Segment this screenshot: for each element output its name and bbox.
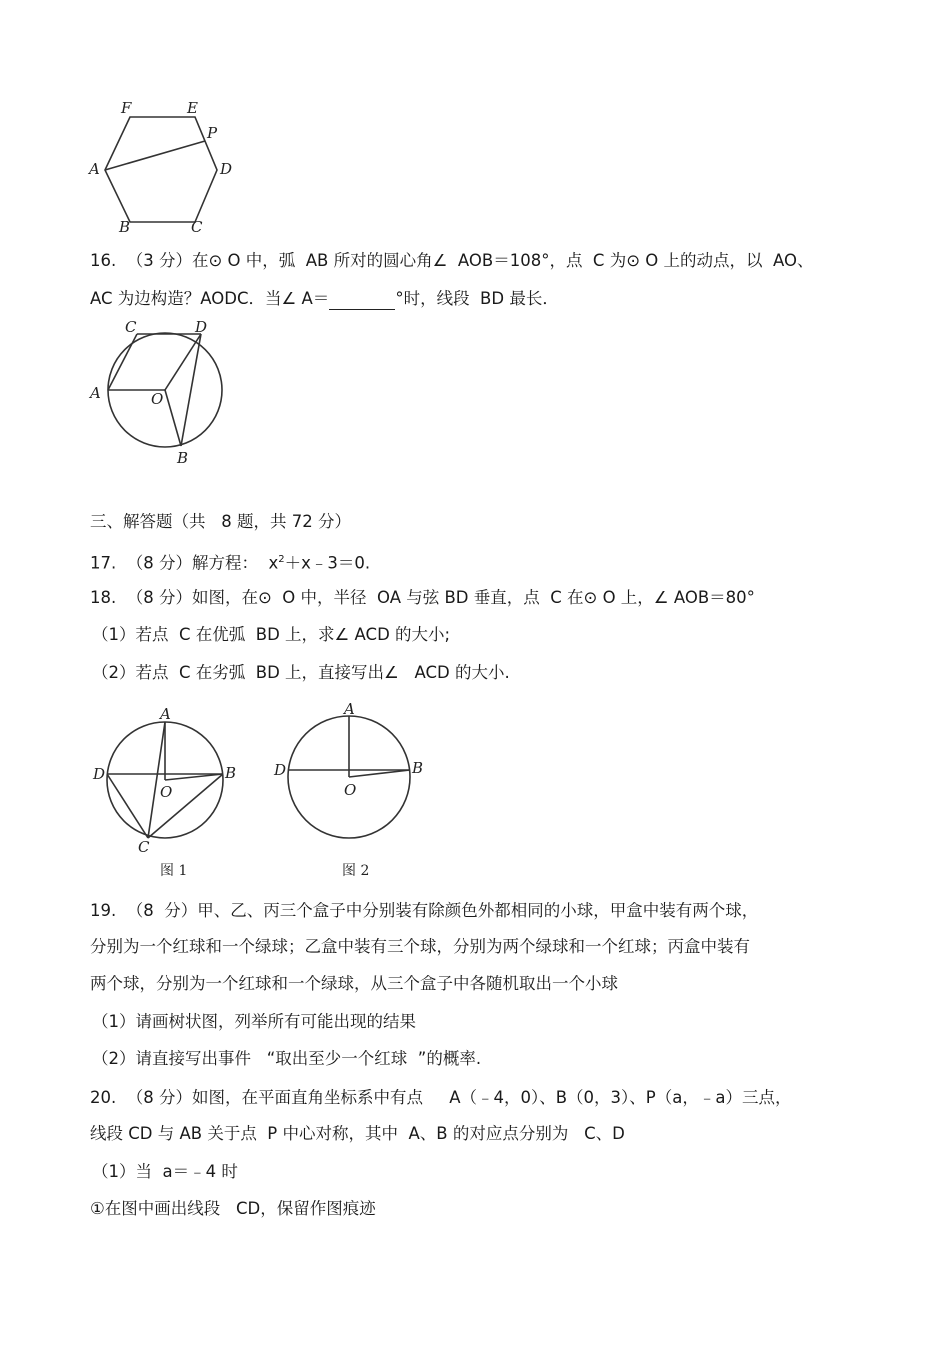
point-label-O: O [344,781,357,799]
vertex-label-B: B [119,218,131,235]
vertex-label-E: E [187,99,198,117]
point-label-A: A [90,384,101,402]
point-label-D: D [274,761,287,779]
q16-answer-blank [329,293,395,310]
q16-line2-pre: AC 为边构造？AODC．当∠ A＝ [90,289,330,308]
q19-part2: （2）请直接写出事件 “取出至少一个红球 ”的概率. [92,1049,482,1068]
q17-line [90,549,370,575]
q18-line1: 18. （8 分）如图，在⊙ O 中，半径 OA 与弦 BD 垂直，点 C 在⊙ O 上，∠ AOB＝80° [90,588,755,607]
q20-part1: （1）当 a＝﹣4 时 [92,1162,238,1181]
q19-line1: 19. （8 分）甲、乙、丙三个盒子中分别装有除颜色外都相同的小球，甲盒中装有两个球， [90,901,759,920]
figure-caption-2: 图 2 [342,863,370,879]
point-label-O: O [151,390,164,408]
point-label-C: C [125,318,137,336]
point-label-D: D [93,765,106,783]
q20-line2: 线段 CD 与 AB 关于点 P 中心对称，其中 A、B 的对应点分别为 C、D [90,1124,625,1143]
q19-line3: 两个球，分别为一个红球和一个绿球，从三个盒子中各随机取出一个小球 [90,974,618,993]
q16-line2-post: °时，线段 BD 最长． [395,289,559,308]
vertex-label-D: D [220,160,233,178]
point-label-O: O [160,783,173,801]
point-label-D: D [195,318,208,336]
point-label-B: B [177,449,189,467]
q19-part1: （1）请画树状图，列举所有可能出现的结果 [92,1012,416,1031]
q16-line1: 16. （3 分）在⊙ O 中，弧 AB 所对的圆心角∠ AOB＝108°，点 C 为⊙ O 上的动点，以 AO、 [90,251,814,270]
hexagon-figure [85,95,245,235]
q18-figure-2 [270,700,430,883]
q20-line1: 20. （8 分）如图，在平面直角坐标系中有点 A（﹣4，0）、B（0，3）、P（a，﹣a）三点， [90,1088,792,1107]
figure-caption-1: 图 1 [160,863,188,879]
q16-line2 [90,288,559,310]
point-label-C: C [138,838,150,856]
q16-circle-figure [85,318,235,468]
q18-figure-1 [88,705,248,883]
q17-sup: 2 [278,554,285,565]
vertex-label-C: C [191,218,203,235]
point-label-B: B [412,759,424,777]
point-label-A: A [344,700,355,718]
vertex-label-P: P [207,124,218,142]
point-label-A: A [160,705,171,723]
vertex-label-A: A [89,160,100,178]
q18-part1: （1）若点 C 在优弧 BD 上，求∠ ACD 的大小; [92,625,451,644]
q17-post: ＋x﹣3＝0. [284,553,371,573]
q20-sub1: ①在图中画出线段 CD，保留作图痕迹 [90,1199,376,1218]
q17-pre: 17. （8 分）解方程： x [90,553,279,573]
q19-line2: 分别为一个红球和一个绿球；乙盒中装有三个球，分别为两个绿球和一个红球；丙盒中装有 [90,937,750,956]
point-label-B: B [225,764,237,782]
q18-part2: （2）若点 C 在劣弧 BD 上，直接写出∠ ACD 的大小. [92,663,510,682]
section3-heading: 三、解答题（共 8 题，共 72 分） [90,512,351,531]
vertex-label-F: F [121,99,132,117]
